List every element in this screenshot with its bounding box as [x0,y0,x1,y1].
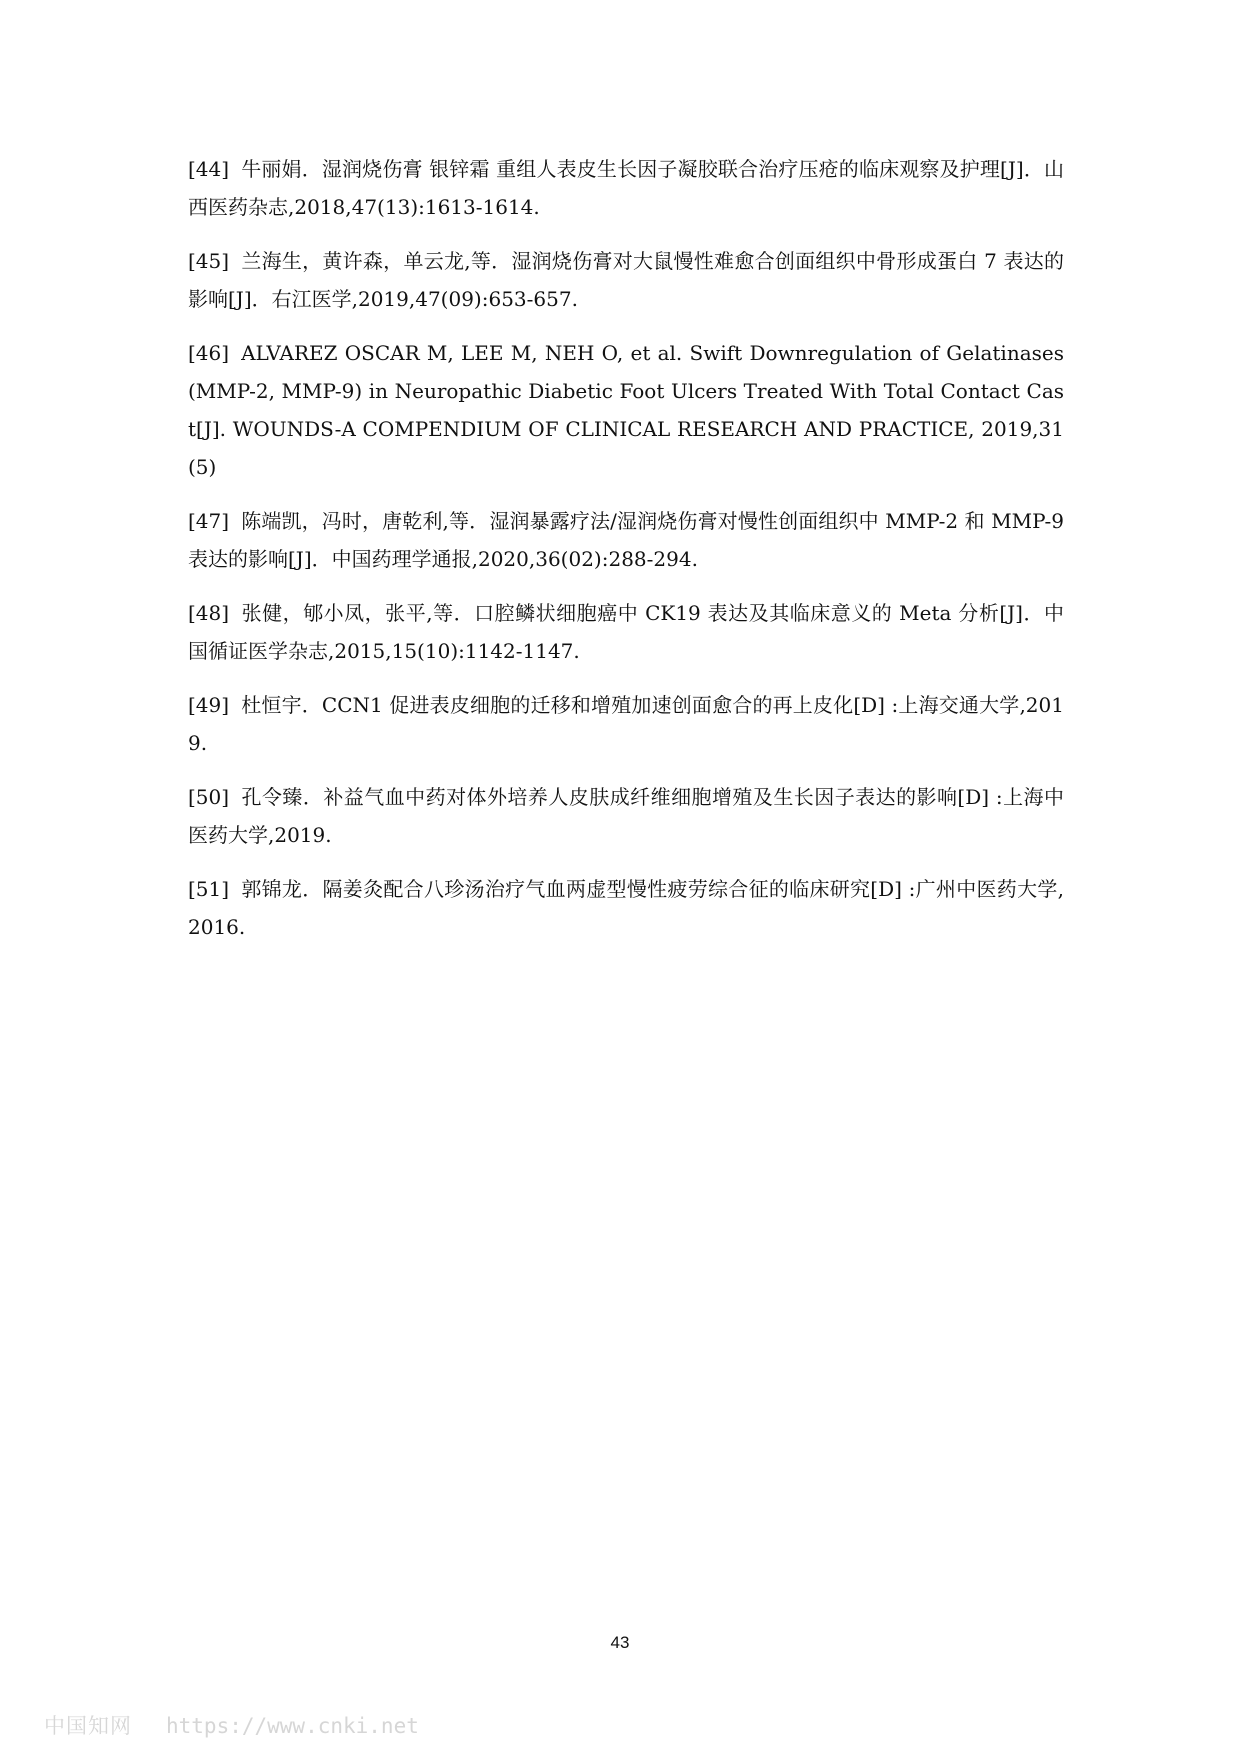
reference-item [188,778,1064,854]
reference-text: 陈端凯，冯时，唐乾利,等．湿润暴露疗法/湿润烧伤膏对慢性创面组织中 MMP-2 和 MMP-9 表达的影响[J]．中国药理学通报,2020,36(02):288-294. [188,509,1064,571]
reference-number: [51] [188,877,230,901]
reference-number: [45] [188,249,230,273]
reference-text: 郭锦龙．隔姜灸配合八珍汤治疗气血两虚型慢性疲劳综合征的临床研究[D] :广州中医药大学,2016. [188,877,1064,939]
reference-text: 杜恒宇．CCN1 促进表皮细胞的迁移和增殖加速创面愈合的再上皮化[D] :上海交通大学,2019. [188,693,1064,755]
reference-text: 孔令臻．补益气血中药对体外培养人皮肤成纤维细胞增殖及生长因子表达的影响[D] :上海中医药大学,2019. [188,785,1064,847]
reference-number: [46] [188,341,230,365]
reference-number: [47] [188,509,230,533]
reference-text: 兰海生，黄许森，单云龙,等．湿润烧伤膏对大鼠慢性难愈合创面组织中骨形成蛋白 7 表达的影响[J]．右江医学,2019,47(09):653-657. [188,249,1064,311]
reference-text: ALVAREZ OSCAR M, LEE M, NEH O, et al. Swift Downregulation of Gelatinases (MMP-2, MMP-9) in Neuropathic Diabetic Foot Ulcers Treated With Total Contact Cast[J]. WOUNDS-A COMPENDIUM OF CLINICAL RESEARCH AND PRACTICE, 2019,31(5) [188,341,1064,479]
cnki-watermark [44,1710,419,1740]
reference-number: [49] [188,693,230,717]
reference-number: [48] [188,601,230,625]
reference-text: 张健，郇小凤，张平,等．口腔鳞状细胞癌中 CK19 表达及其临床意义的 Meta 分析[J]．中国循证医学杂志,2015,15(10):1142-1147. [188,601,1064,663]
page-number: 43 [610,1633,630,1652]
reference-item [188,334,1064,486]
reference-item [188,686,1064,762]
watermark-logo-text: 中国知网 [44,1714,132,1738]
reference-number: [50] [188,785,230,809]
watermark-url: https://www.cnki.net [166,1714,419,1738]
reference-item [188,594,1064,670]
reference-item [188,502,1064,578]
reference-list [188,150,1064,962]
reference-text: 牛丽娟．湿润烧伤膏 银锌霜 重组人表皮生长因子凝胶联合治疗压疮的临床观察及护理[J]．山西医药杂志,2018,47(13):1613-1614. [188,157,1064,219]
reference-item [188,242,1064,318]
reference-number: [44] [188,157,230,181]
reference-item [188,870,1064,946]
reference-item [188,150,1064,226]
